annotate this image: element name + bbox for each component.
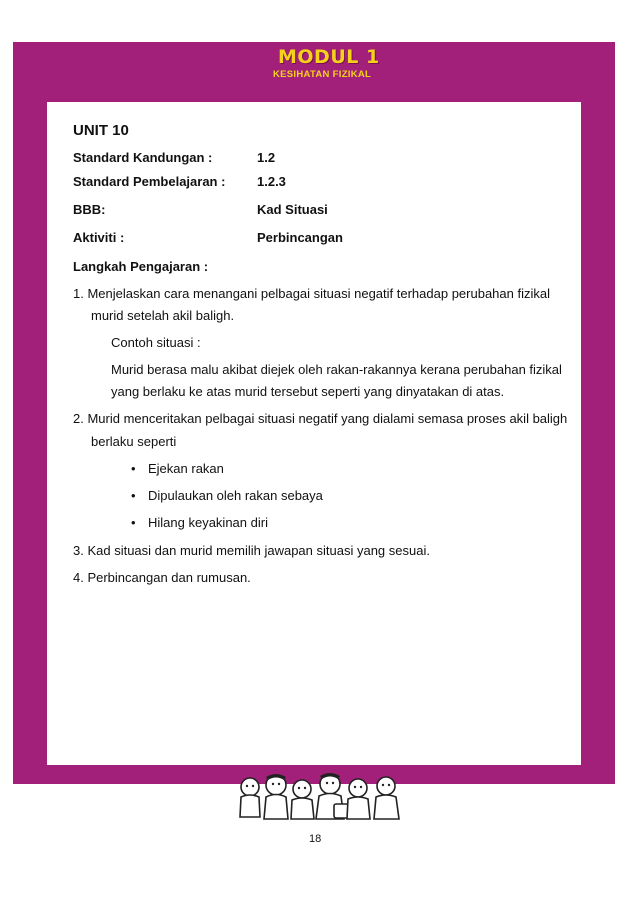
example-line2: yang berlaku ke atas murid tersebut seperti yang dinyatakan di atas. bbox=[111, 384, 505, 399]
meta-value-aktiviti: Perbincangan bbox=[257, 230, 343, 245]
bullet-item: Ejekan rakan bbox=[148, 461, 224, 476]
bullet-icon: • bbox=[131, 461, 136, 476]
meta-label-kandungan: Standard Kandungan : bbox=[73, 150, 213, 165]
unit-heading: UNIT 10 bbox=[73, 122, 129, 139]
meta-label-aktiviti: Aktiviti : bbox=[73, 230, 125, 245]
meta-value-bbb: Kad Situasi bbox=[257, 202, 328, 217]
meta-label-pembelajaran: Standard Pembelajaran : bbox=[73, 174, 226, 189]
steps-heading: Langkah Pengajaran : bbox=[73, 259, 209, 274]
step2-line1: 2. Murid menceritakan pelbagai situasi negatif yang dialami semasa proses akil baligh bbox=[73, 411, 568, 426]
page-number: 18 bbox=[309, 833, 322, 845]
bullet-item: Dipulaukan oleh rakan sebaya bbox=[148, 488, 323, 503]
example-label: Contoh situasi : bbox=[111, 335, 201, 350]
step3-text: 3. Kad situasi dan murid memilih jawapan situasi yang sesuai. bbox=[73, 543, 430, 558]
module-title: MODUL 1 bbox=[278, 46, 380, 68]
step4-text: 4. Perbincangan dan rumusan. bbox=[73, 570, 251, 585]
meta-label-bbb: BBB: bbox=[73, 202, 106, 217]
meta-value-kandungan: 1.2 bbox=[257, 150, 276, 165]
example-line1: Murid berasa malu akibat diejek oleh rakan-rakannya kerana perubahan fizikal bbox=[111, 362, 562, 377]
step1-line2: murid setelah akil baligh. bbox=[91, 308, 235, 323]
bullet-icon: • bbox=[131, 488, 136, 503]
children-cartoon-illustration bbox=[236, 771, 406, 825]
module-subtitle: KESIHATAN FIZIKAL bbox=[273, 69, 372, 80]
meta-value-pembelajaran: 1.2.3 bbox=[257, 174, 286, 189]
bullet-icon: • bbox=[131, 515, 136, 530]
step1-line1: 1. Menjelaskan cara menangani pelbagai situasi negatif terhadap perubahan fizikal bbox=[73, 286, 550, 301]
bullet-item: Hilang keyakinan diri bbox=[148, 515, 268, 530]
step2-line2: berlaku seperti bbox=[91, 434, 177, 449]
